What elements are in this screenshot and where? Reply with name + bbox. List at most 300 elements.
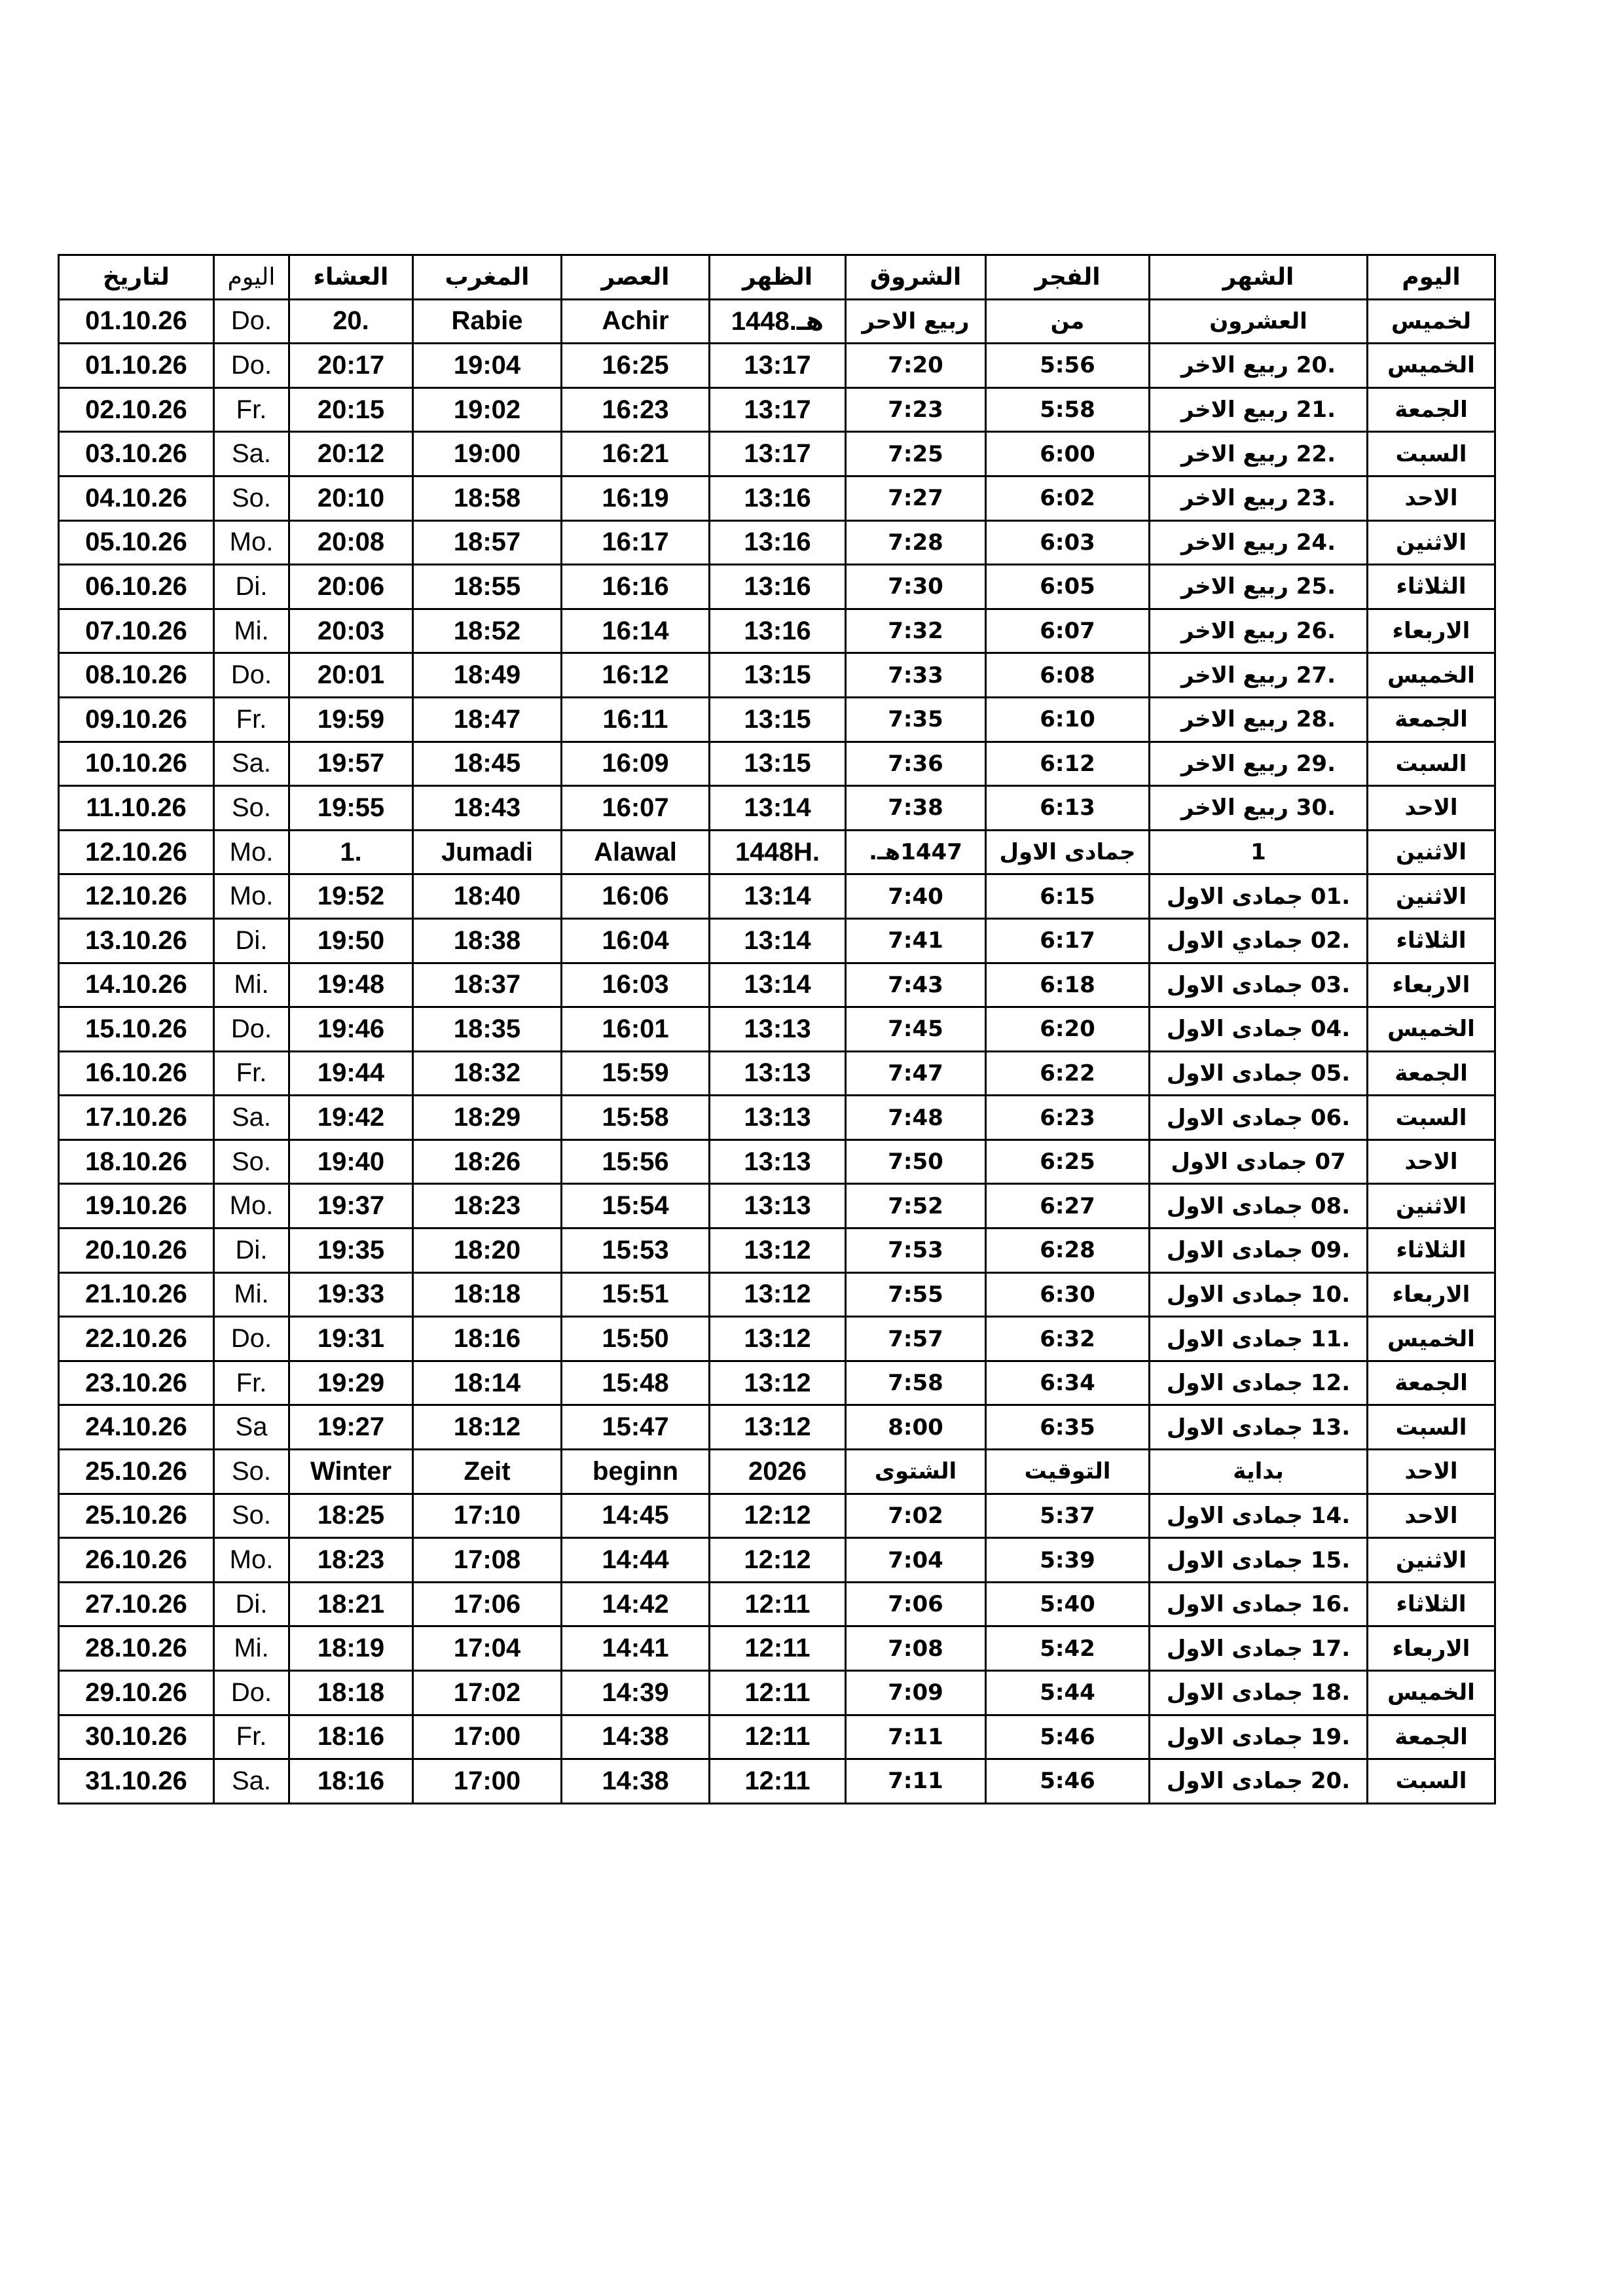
table-cell: 7:36	[846, 742, 986, 786]
table-cell: الخميس	[1368, 1671, 1495, 1715]
table-cell: 5:56	[986, 344, 1150, 388]
table-cell: الثلاثاء	[1368, 1582, 1495, 1626]
table-cell: 19:33	[289, 1272, 413, 1317]
table-row	[59, 476, 1495, 520]
table-cell: 18:16	[413, 1317, 562, 1361]
table-cell: So.	[214, 1139, 289, 1184]
table-cell: 7:25	[846, 432, 986, 476]
table-cell: 6:30	[986, 1272, 1150, 1317]
table-cell: .26 ربيع الاخر	[1150, 609, 1368, 653]
table-cell: beginn	[562, 1450, 710, 1494]
table-cell: ربيع الاحر	[846, 299, 986, 344]
table-cell: 7:04	[846, 1538, 986, 1583]
table-cell: 7:11	[846, 1759, 986, 1804]
table-cell: من	[986, 299, 1150, 344]
table-cell: 8:00	[846, 1405, 986, 1450]
table-cell: 20:17	[289, 344, 413, 388]
table-cell: 14:42	[562, 1582, 710, 1626]
table-cell: 31.10.26	[59, 1759, 214, 1804]
table-cell: 16:16	[562, 565, 710, 609]
table-cell: 12:12	[710, 1494, 846, 1538]
table-cell: 6:15	[986, 874, 1150, 919]
table-row	[59, 609, 1495, 653]
table-cell: 20:08	[289, 520, 413, 565]
table-cell: Di.	[214, 565, 289, 609]
table-row	[59, 520, 1495, 565]
table-cell: So.	[214, 1450, 289, 1494]
table-cell: So.	[214, 1494, 289, 1538]
table-cell: 15:56	[562, 1139, 710, 1184]
table-row	[59, 432, 1495, 476]
table-cell: 13:17	[710, 432, 846, 476]
table-cell: 22.10.26	[59, 1317, 214, 1361]
table-cell: 18:18	[413, 1272, 562, 1317]
table-cell: 18:47	[413, 697, 562, 742]
table-cell: 18:45	[413, 742, 562, 786]
table-row	[59, 1715, 1495, 1759]
table-cell: 20.	[289, 299, 413, 344]
table-cell: 13:12	[710, 1317, 846, 1361]
column-header: لتاريخ	[59, 255, 214, 300]
table-cell: Do.	[214, 1007, 289, 1052]
table-cell: Mo.	[214, 1184, 289, 1229]
table-cell: 12.10.26	[59, 874, 214, 919]
header-row	[59, 255, 1495, 300]
table-cell: .27 ربيع الاخر	[1150, 653, 1368, 698]
table-cell: 6:17	[986, 918, 1150, 963]
table-cell: 18:23	[289, 1538, 413, 1583]
table-row	[59, 387, 1495, 432]
table-row	[59, 1538, 1495, 1583]
table-cell: 13:13	[710, 1139, 846, 1184]
table-cell: Mi.	[214, 1272, 289, 1317]
table-cell: 6:35	[986, 1405, 1150, 1450]
table-row	[59, 1494, 1495, 1538]
table-cell: السبت	[1368, 432, 1495, 476]
table-cell: 6:08	[986, 653, 1150, 698]
table-cell: 26.10.26	[59, 1538, 214, 1583]
prayer-times-table	[58, 254, 1496, 1804]
table-cell: 14:44	[562, 1538, 710, 1583]
table-cell: الاحد	[1368, 1494, 1495, 1538]
table-cell: Achir	[562, 299, 710, 344]
table-cell: 6:34	[986, 1361, 1150, 1405]
table-cell: .09 جمادى الاول	[1150, 1229, 1368, 1273]
table-cell: الاربعاء	[1368, 1272, 1495, 1317]
table-cell: Do.	[214, 653, 289, 698]
table-row	[59, 653, 1495, 698]
table-cell: الاثنين	[1368, 874, 1495, 919]
table-cell: 19.10.26	[59, 1184, 214, 1229]
table-cell: 15:59	[562, 1051, 710, 1096]
table-cell: الاربعاء	[1368, 609, 1495, 653]
table-cell: .05 جمادى الاول	[1150, 1051, 1368, 1096]
table-cell: 13:12	[710, 1272, 846, 1317]
table-cell: 11.10.26	[59, 786, 214, 831]
table-cell: السبت	[1368, 1759, 1495, 1804]
table-cell: 16:01	[562, 1007, 710, 1052]
table-cell: Mo.	[214, 520, 289, 565]
table-cell: 13:14	[710, 874, 846, 919]
table-cell: Sa.	[214, 432, 289, 476]
table-cell: .12 جمادى الاول	[1150, 1361, 1368, 1405]
table-cell: الخميس	[1368, 1007, 1495, 1052]
table-cell: 18:16	[289, 1715, 413, 1759]
table-cell: 13:16	[710, 520, 846, 565]
table-cell: 09.10.26	[59, 697, 214, 742]
column-header: اليوم	[1368, 255, 1495, 300]
table-cell: 20:15	[289, 387, 413, 432]
table-cell: 7:48	[846, 1096, 986, 1140]
table-cell: Do.	[214, 1671, 289, 1715]
table-cell: .16 جمادى الاول	[1150, 1582, 1368, 1626]
table-cell: 6:13	[986, 786, 1150, 831]
table-cell: 19:37	[289, 1184, 413, 1229]
table-cell: 18:49	[413, 653, 562, 698]
table-cell: 20:06	[289, 565, 413, 609]
table-cell: 20.10.26	[59, 1229, 214, 1273]
table-cell: 20:01	[289, 653, 413, 698]
table-row	[59, 963, 1495, 1007]
table-row	[59, 742, 1495, 786]
table-cell: 6:22	[986, 1051, 1150, 1096]
table-cell: 17:00	[413, 1715, 562, 1759]
table-cell: 15.10.26	[59, 1007, 214, 1052]
table-cell: جمادى الاول	[986, 830, 1150, 874]
table-cell: 5:44	[986, 1671, 1150, 1715]
table-cell: 14:38	[562, 1715, 710, 1759]
table-cell: 18:38	[413, 918, 562, 963]
table-cell: 5:37	[986, 1494, 1150, 1538]
table-cell: 14:39	[562, 1671, 710, 1715]
table-cell: Fr.	[214, 1051, 289, 1096]
table-cell: 19:48	[289, 963, 413, 1007]
table-row	[59, 1317, 1495, 1361]
table-cell: الشتوى	[846, 1450, 986, 1494]
table-cell: 6:07	[986, 609, 1150, 653]
table-cell: .25 ربيع الاخر	[1150, 565, 1368, 609]
table-cell: 5:58	[986, 387, 1150, 432]
table-cell: 1.	[289, 830, 413, 874]
table-cell: Fr.	[214, 1361, 289, 1405]
table-cell: Do.	[214, 1317, 289, 1361]
table-cell: .28 ربيع الاخر	[1150, 697, 1368, 742]
table-cell: .22 ربيع الاخر	[1150, 432, 1368, 476]
table-cell: 19:57	[289, 742, 413, 786]
table-cell: 19:42	[289, 1096, 413, 1140]
table-cell: 5:46	[986, 1759, 1150, 1804]
table-cell: .10 جمادى الاول	[1150, 1272, 1368, 1317]
table-cell: 7:32	[846, 609, 986, 653]
column-header: الفجر	[986, 255, 1150, 300]
table-row	[59, 697, 1495, 742]
table-cell: 16:21	[562, 432, 710, 476]
table-cell: Do.	[214, 299, 289, 344]
table-cell: 7:23	[846, 387, 986, 432]
table-cell: لخميس	[1368, 299, 1495, 344]
table-cell: 7:09	[846, 1671, 986, 1715]
table-cell: الاحد	[1368, 786, 1495, 831]
table-cell: 14.10.26	[59, 963, 214, 1007]
table-cell: 18:58	[413, 476, 562, 520]
table-cell: 18:21	[289, 1582, 413, 1626]
table-cell: 15:50	[562, 1317, 710, 1361]
table-cell: 7:47	[846, 1051, 986, 1096]
table-cell: Di.	[214, 1582, 289, 1626]
table-cell: السبت	[1368, 1096, 1495, 1140]
table-cell: 15:48	[562, 1361, 710, 1405]
table-cell: Sa	[214, 1405, 289, 1450]
table-cell: 13:14	[710, 786, 846, 831]
column-header: الظهر	[710, 255, 846, 300]
table-cell: 19:35	[289, 1229, 413, 1273]
table-cell: 19:04	[413, 344, 562, 388]
table-cell: 16:03	[562, 963, 710, 1007]
table-cell: 05.10.26	[59, 520, 214, 565]
table-cell: 7:55	[846, 1272, 986, 1317]
table-cell: 17:04	[413, 1626, 562, 1671]
table-cell: 17:08	[413, 1538, 562, 1583]
table-cell: 16:12	[562, 653, 710, 698]
table-cell: .08 جمادى الاول	[1150, 1184, 1368, 1229]
table-cell: الثلاثاء	[1368, 565, 1495, 609]
table-cell: .02 جمادي الاول	[1150, 918, 1368, 963]
table-row	[59, 1184, 1495, 1229]
table-cell: 19:00	[413, 432, 562, 476]
table-cell: .13 جمادى الاول	[1150, 1405, 1368, 1450]
table-cell: 18:16	[289, 1759, 413, 1804]
table-cell: 06.10.26	[59, 565, 214, 609]
table-cell: 6:02	[986, 476, 1150, 520]
table-cell: .18 جمادى الاول	[1150, 1671, 1368, 1715]
table-cell: 16:14	[562, 609, 710, 653]
table-cell: .15 جمادى الاول	[1150, 1538, 1368, 1583]
table-cell: Mi.	[214, 963, 289, 1007]
table-cell: 6:00	[986, 432, 1150, 476]
table-cell: 25.10.26	[59, 1494, 214, 1538]
table-cell: 7:41	[846, 918, 986, 963]
table-cell: 14:41	[562, 1626, 710, 1671]
table-cell: السبت	[1368, 742, 1495, 786]
table-cell: الخميس	[1368, 344, 1495, 388]
table-cell: 15:58	[562, 1096, 710, 1140]
table-row	[59, 918, 1495, 963]
table-cell: 19:55	[289, 786, 413, 831]
table-row	[59, 1626, 1495, 1671]
table-cell: الاحد	[1368, 1450, 1495, 1494]
table-cell: 29.10.26	[59, 1671, 214, 1715]
table-cell: 12:11	[710, 1626, 846, 1671]
table-cell: 16:09	[562, 742, 710, 786]
table-cell: 25.10.26	[59, 1450, 214, 1494]
table-cell: .23 ربيع الاخر	[1150, 476, 1368, 520]
table-cell: 6:10	[986, 697, 1150, 742]
table-cell: 18:40	[413, 874, 562, 919]
table-cell: 7:53	[846, 1229, 986, 1273]
table-cell: .11 جمادى الاول	[1150, 1317, 1368, 1361]
table-cell: 13:13	[710, 1007, 846, 1052]
table-cell: 16:07	[562, 786, 710, 831]
table-cell: 19:59	[289, 697, 413, 742]
table-row	[59, 1007, 1495, 1052]
table-cell: 13:13	[710, 1051, 846, 1096]
table-cell: .17 جمادى الاول	[1150, 1626, 1368, 1671]
table-cell: 19:52	[289, 874, 413, 919]
table-cell: 7:40	[846, 874, 986, 919]
table-cell: .21 ربيع الاخر	[1150, 387, 1368, 432]
table-cell: Sa.	[214, 1096, 289, 1140]
table-cell: 17:02	[413, 1671, 562, 1715]
table-cell: 13:15	[710, 697, 846, 742]
table-cell: 12:11	[710, 1582, 846, 1626]
table-cell: Sa.	[214, 1759, 289, 1804]
table-cell: 18:35	[413, 1007, 562, 1052]
table-cell: 18:52	[413, 609, 562, 653]
table-cell: 12:12	[710, 1538, 846, 1583]
table-cell: 16:06	[562, 874, 710, 919]
table-cell: السبت	[1368, 1405, 1495, 1450]
table-cell: 10.10.26	[59, 742, 214, 786]
table-cell: Fr.	[214, 1715, 289, 1759]
table-row	[59, 786, 1495, 831]
table-cell: 16:23	[562, 387, 710, 432]
table-cell: العشرون	[1150, 299, 1368, 344]
table-cell: 18:43	[413, 786, 562, 831]
table-cell: 6:03	[986, 520, 1150, 565]
table-cell: 17.10.26	[59, 1096, 214, 1140]
table-cell: Rabie	[413, 299, 562, 344]
table-cell: 7:35	[846, 697, 986, 742]
table-cell: 7:45	[846, 1007, 986, 1052]
table-cell: 7:57	[846, 1317, 986, 1361]
table-cell: 6:25	[986, 1139, 1150, 1184]
table-cell: 17:10	[413, 1494, 562, 1538]
table-cell: Fr.	[214, 387, 289, 432]
column-header: اليوم	[214, 255, 289, 300]
table-cell: 7:27	[846, 476, 986, 520]
table-cell: الاثنين	[1368, 830, 1495, 874]
table-cell: 18:37	[413, 963, 562, 1007]
table-cell: Mo.	[214, 830, 289, 874]
column-header: الشهر	[1150, 255, 1368, 300]
table-cell: الخميس	[1368, 1317, 1495, 1361]
table-cell: 17:06	[413, 1582, 562, 1626]
table-cell: 19:50	[289, 918, 413, 963]
table-cell: 19:02	[413, 387, 562, 432]
table-cell: 16:17	[562, 520, 710, 565]
table-cell: .04 جمادى الاول	[1150, 1007, 1368, 1052]
table-cell: 7:06	[846, 1582, 986, 1626]
table-cell: 19:27	[289, 1405, 413, 1450]
table-cell: 2026	[710, 1450, 846, 1494]
table-cell: 18:57	[413, 520, 562, 565]
table-cell: Mi.	[214, 1626, 289, 1671]
table-cell: 24.10.26	[59, 1405, 214, 1450]
table-cell: 04.10.26	[59, 476, 214, 520]
table-row	[59, 1759, 1495, 1804]
table-cell: 23.10.26	[59, 1361, 214, 1405]
table-cell: 19:46	[289, 1007, 413, 1052]
table-cell: Do.	[214, 344, 289, 388]
table-cell: 18:32	[413, 1051, 562, 1096]
table-cell: 7:52	[846, 1184, 986, 1229]
table-cell: 5:39	[986, 1538, 1150, 1583]
table-cell: الجمعة	[1368, 387, 1495, 432]
table-row	[59, 1361, 1495, 1405]
table-cell: 20:12	[289, 432, 413, 476]
table-cell: 12.10.26	[59, 830, 214, 874]
table-cell: 08.10.26	[59, 653, 214, 698]
table-row	[59, 1272, 1495, 1317]
table-cell: 27.10.26	[59, 1582, 214, 1626]
table-cell: Winter	[289, 1450, 413, 1494]
table-cell: Zeit	[413, 1450, 562, 1494]
table-cell: 16:25	[562, 344, 710, 388]
table-row	[59, 299, 1495, 344]
table-cell: 7:43	[846, 963, 986, 1007]
table-cell: الاربعاء	[1368, 1626, 1495, 1671]
table-cell: 1448.هـ	[710, 299, 846, 344]
table-cell: 18:25	[289, 1494, 413, 1538]
table-cell: 7:38	[846, 786, 986, 831]
table-cell: الثلاثاء	[1368, 1229, 1495, 1273]
table-cell: 15:53	[562, 1229, 710, 1273]
table-cell: 7:30	[846, 565, 986, 609]
table-cell: الجمعة	[1368, 1715, 1495, 1759]
table-cell: 15:47	[562, 1405, 710, 1450]
table-cell: 18:20	[413, 1229, 562, 1273]
table-cell: 1	[1150, 830, 1368, 874]
table-cell: .30 ربيع الاخر	[1150, 786, 1368, 831]
table-cell: Di.	[214, 1229, 289, 1273]
table-cell: 02.10.26	[59, 387, 214, 432]
table-cell: 13:12	[710, 1361, 846, 1405]
table-cell: 16:11	[562, 697, 710, 742]
table-cell: الثلاثاء	[1368, 918, 1495, 963]
table-cell: Mi.	[214, 609, 289, 653]
table-row	[59, 1450, 1495, 1494]
table-cell: 7:11	[846, 1715, 986, 1759]
table-cell: 13:15	[710, 742, 846, 786]
table-cell: 13:13	[710, 1096, 846, 1140]
table-cell: 15:51	[562, 1272, 710, 1317]
table-cell: 20:10	[289, 476, 413, 520]
table-cell: 03.10.26	[59, 432, 214, 476]
table-cell: 18:29	[413, 1096, 562, 1140]
table-cell: 19:29	[289, 1361, 413, 1405]
table-cell: 12:11	[710, 1715, 846, 1759]
table-cell: Alawal	[562, 830, 710, 874]
table-cell: 13:14	[710, 963, 846, 1007]
table-cell: .03 جمادى الاول	[1150, 963, 1368, 1007]
table-cell: 13:17	[710, 344, 846, 388]
table-cell: 30.10.26	[59, 1715, 214, 1759]
table-cell: 13:17	[710, 387, 846, 432]
table-cell: 7:02	[846, 1494, 986, 1538]
table-cell: 18:14	[413, 1361, 562, 1405]
table-cell: .14 جمادى الاول	[1150, 1494, 1368, 1538]
table-cell: الاثنين	[1368, 520, 1495, 565]
table-cell: الجمعة	[1368, 1051, 1495, 1096]
table-cell: 13:16	[710, 565, 846, 609]
table-cell: 13.10.26	[59, 918, 214, 963]
table-cell: 5:42	[986, 1626, 1150, 1671]
table-row	[59, 1671, 1495, 1715]
table-cell: So.	[214, 476, 289, 520]
table-row	[59, 1096, 1495, 1140]
table-cell: .20 جمادى الاول	[1150, 1759, 1368, 1804]
table-cell: الجمعة	[1368, 1361, 1495, 1405]
